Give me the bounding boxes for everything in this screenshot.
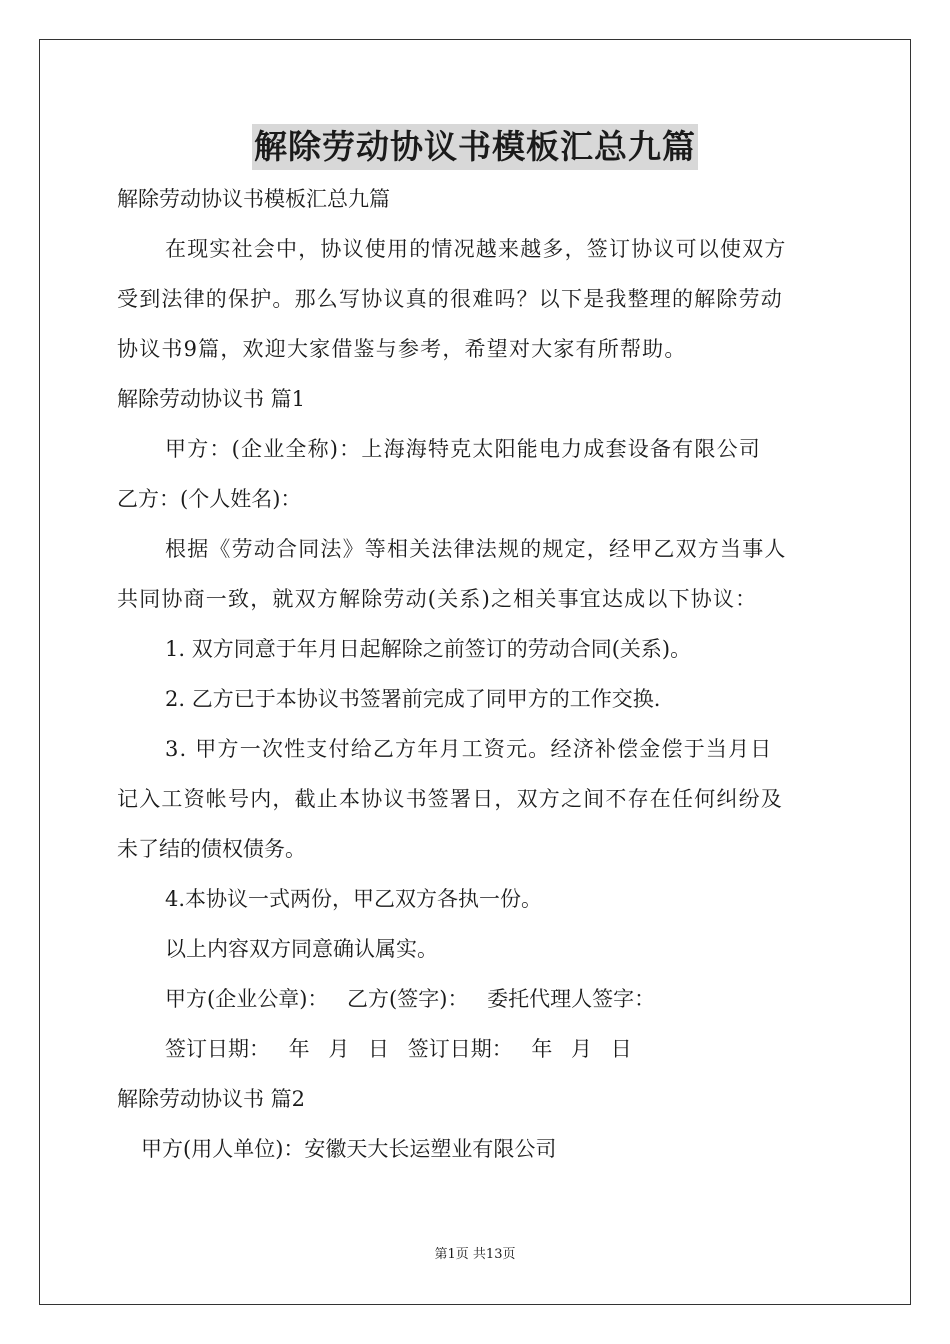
- clause-line: 1. 双方同意于年月日起解除之前签订的劳动合同(关系)。: [165, 637, 692, 661]
- paragraph-line: 甲方(用人单位)：安徽天大长运塑业有限公司: [141, 1137, 557, 1161]
- paragraph-line: 在现实社会中，协议使用的情况越来越多，签订协议可以使双方: [165, 237, 787, 261]
- clause-line: 2. 乙方已于本协议书签署前完成了同甲方的工作交换.: [165, 687, 661, 711]
- signature-line: 甲方(企业公章)： 乙方(签字)： 委托代理人签字：: [165, 987, 656, 1011]
- page-footer: 第1页 共13页: [434, 1247, 516, 1262]
- document-title: 解除劳动协议书模板汇总九篇: [252, 124, 698, 170]
- paragraph-line: 乙方：(个人姓名)：: [117, 487, 302, 511]
- section-heading: 解除劳动协议书 篇2: [117, 1087, 306, 1111]
- paragraph-line: 根据《劳动合同法》等相关法律法规的规定，经甲乙双方当事人: [165, 537, 787, 561]
- paragraph-line: 协议书9篇，欢迎大家借鉴与参考，希望对大家有所帮助。: [117, 337, 687, 361]
- clause-line: 3. 甲方一次性支付给乙方年月工资元。经济补偿金偿于当月日: [165, 737, 773, 761]
- title-wrap: [0, 124, 950, 170]
- clause-line: 4.本协议一式两份，甲乙双方各执一份。: [165, 887, 543, 911]
- date-line: 签订日期： 年 月 日 签订日期： 年 月 日: [165, 1037, 632, 1061]
- paragraph-line: 甲方：(企业全称)：上海海特克太阳能电力成套设备有限公司: [165, 437, 761, 461]
- paragraph-line: 以上内容双方同意确认属实。: [165, 937, 438, 961]
- paragraph-line: 记入工资帐号内，截止本协议书签署日，双方之间不存在任何纠纷及: [117, 787, 783, 811]
- paragraph-line: 未了结的债权债务。: [117, 837, 306, 861]
- page-border: [39, 39, 911, 1305]
- paragraph-line: 受到法律的保护。那么写协议真的很难吗？以下是我整理的解除劳动: [117, 287, 783, 311]
- paragraph-line: 共同协商一致，就双方解除劳动(关系)之相关事宜达成以下协议：: [117, 587, 758, 611]
- section-heading: 解除劳动协议书 篇1: [117, 387, 306, 411]
- subtitle-line: 解除劳动协议书模板汇总九篇: [117, 187, 390, 211]
